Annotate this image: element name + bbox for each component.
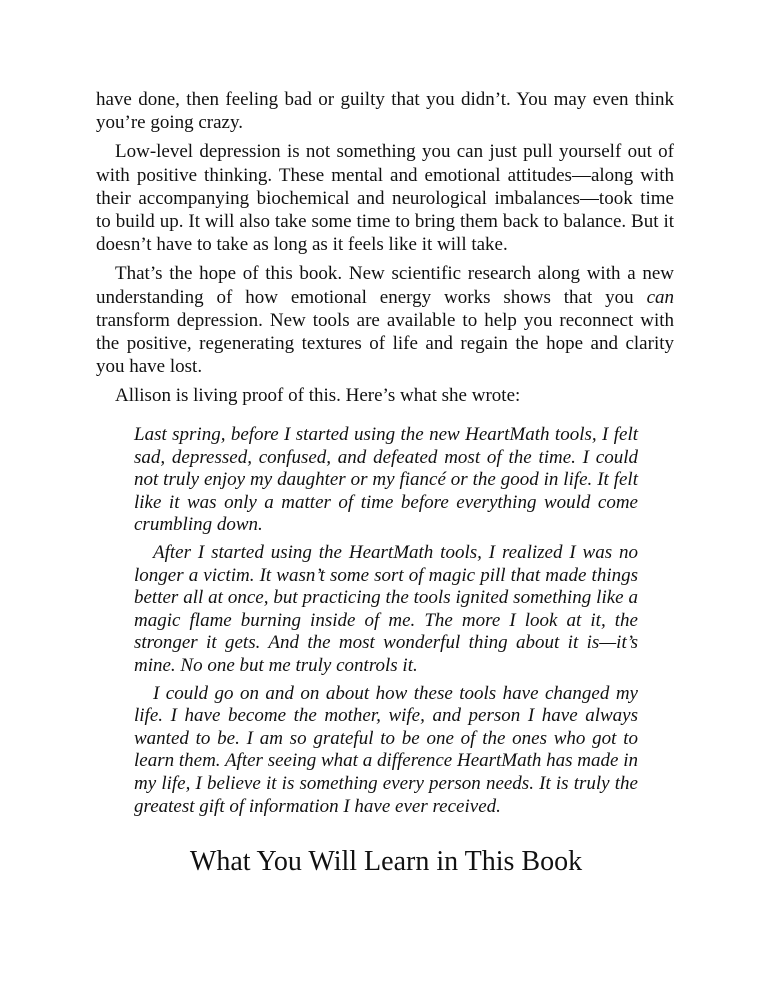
paragraph-low-level-depression: Low-level depression is not something you can just pull yourself out of with positive thinking. These mental and emotional attitudes—along with their accompanying biochemical and neurological imbalances—took time to build up. It will also take some time to bring them back to balance. But it doesn’t have to take as long as it feels like it will take. <box>96 141 674 256</box>
hope-text-after: transform depression. New tools are available to help you reconnect with the positive, regenerating textures of life and regain the hope and clarity you have lost. <box>96 309 674 378</box>
body-text <box>96 88 674 414</box>
paragraph-allison-intro: Allison is living proof of this. Here’s what she wrote: <box>115 385 521 407</box>
quote-paragraph: After I started using the HeartMath tools, I realized I was no longer a victim. It wasn’t some sort of magic pill that made things better all at once, but practicing the tools ignited something like a magic flame burning inside of me. The more I look at it, the stronger it gets. And the most wonderful thing about it is—it’s mine. No one but me truly controls it. <box>134 541 638 676</box>
quote-paragraph: I could go on and on about how these tools have changed my life. I have become the mother, wife, and person I have always wanted to be. I am so grateful to be one of the ones who got to learn them. After seeing what a difference HeartMath has made in my life, I believe it is something every person needs. It is truly the greatest gift of information I have ever received. <box>134 682 638 817</box>
block-quote <box>134 424 638 823</box>
section-heading: What You Will Learn in This Book <box>189 846 583 877</box>
paragraph-hope-of-book <box>96 262 674 378</box>
quote-paragraph: Last spring, before I started using the new HeartMath tools, I felt sad, depressed, confused, and defeated most of the time. I could not truly enjoy my daughter or my fiancé or the good in life. It felt like it was only a matter of time before everything would come crumbling down. <box>134 424 638 536</box>
paragraph-continuation: have done, then feeling bad or guilty that you didn’t. You may even think you’re going crazy. <box>96 89 674 134</box>
hope-text-emphasis: can <box>646 286 674 308</box>
hope-text-before: That’s the hope of this book. New scientific research along with a new understanding of how emotional energy works shows that you <box>96 263 674 308</box>
